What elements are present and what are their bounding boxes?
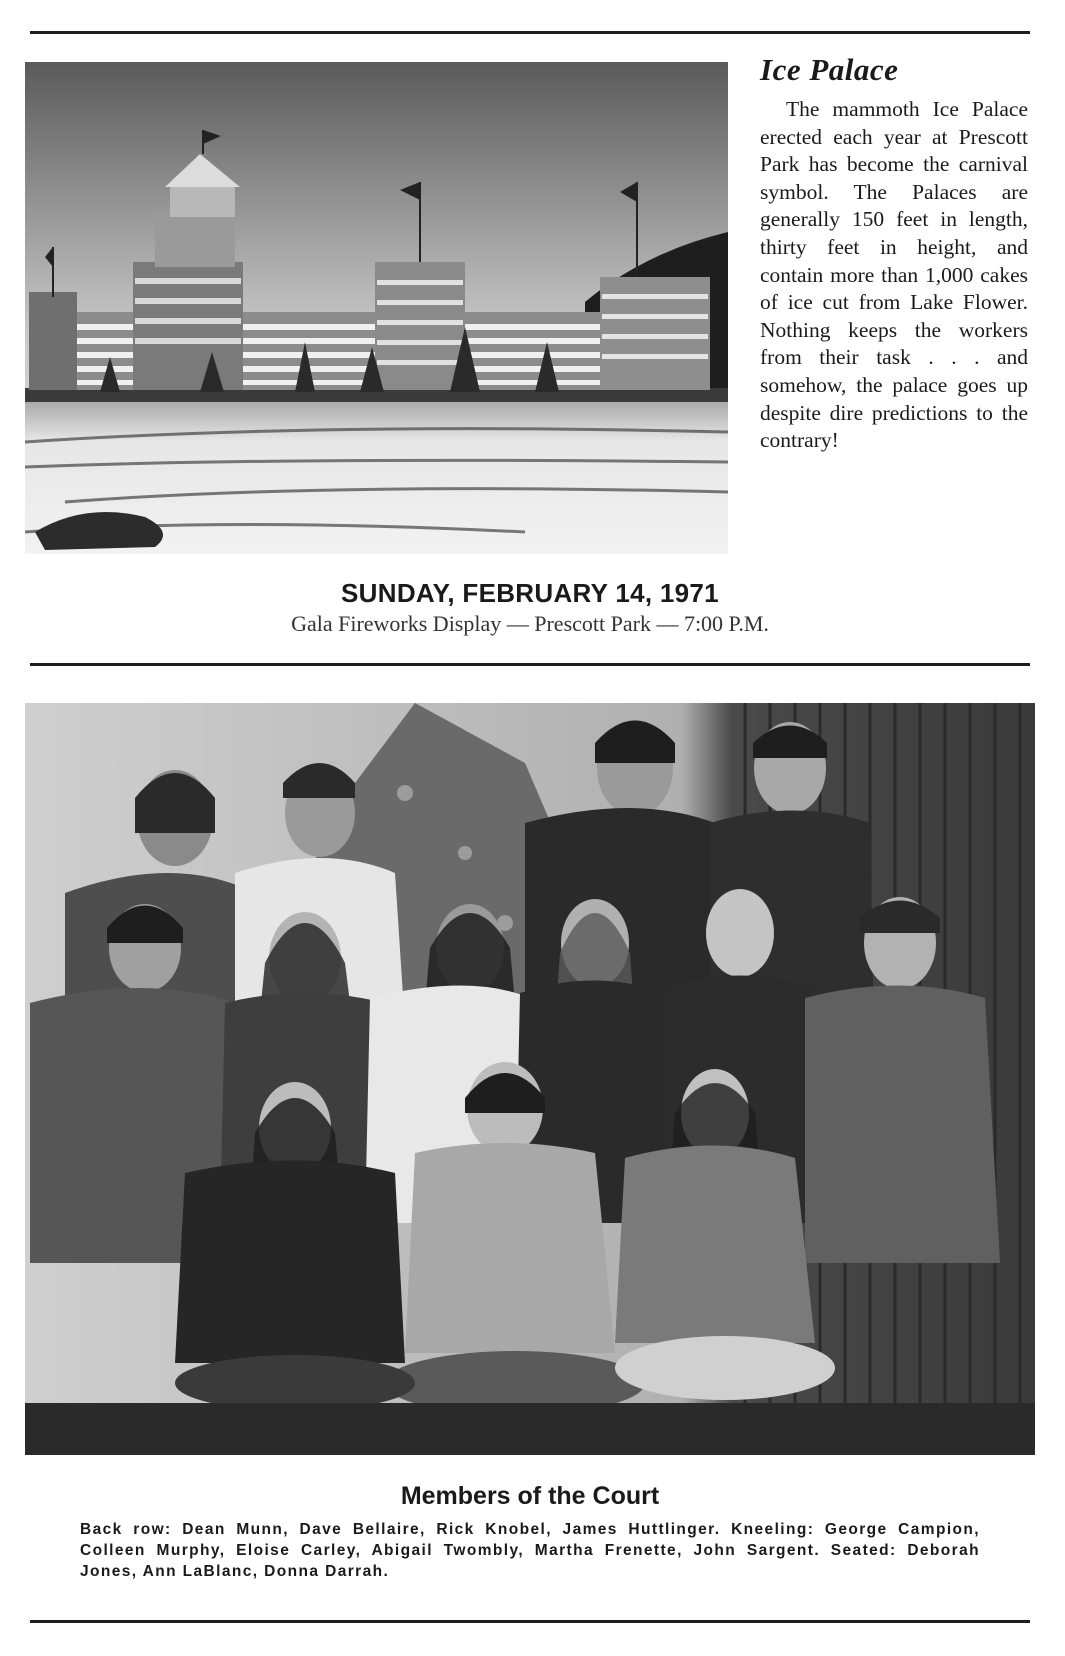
ice-palace-photo <box>25 62 728 554</box>
event-date: SUNDAY, FEBRUARY 14, 1971 <box>341 578 719 608</box>
court-group-photo <box>25 703 1035 1455</box>
event-block <box>30 578 1030 637</box>
middle-rule <box>30 663 1030 666</box>
article-title: Ice Palace <box>760 52 899 87</box>
court-title: Members of the Court <box>400 1482 660 1510</box>
ice-palace-article <box>760 52 1028 455</box>
article-body: The mammoth Ice Palace erected each year at Prescott Park has become the carnival symbol. The Palaces are generally 150 feet in length, thirty feet in height, and contain more than 1,000 cakes of ice cut from Lake Flower. Nothing keeps the workers from their task . . . and somehow, the palace goes up despite dire predictions to the contrary! <box>760 97 1028 453</box>
top-rule <box>30 31 1030 34</box>
bottom-rule <box>30 1620 1030 1623</box>
court-names: Back row: Dean Munn, Dave Bellaire, Rick Knobel, James Huttlinger. Kneeling: George Campion, Colleen Murphy, Eloise Carley, Abigail Twombly, Martha Frenette, John Sargent. Seated: Deborah Jones, Ann LaBlanc, Donna Darrah. <box>80 1521 980 1580</box>
court-caption <box>80 1482 980 1582</box>
event-detail: Gala Fireworks Display — Prescott Park — 7:00 P.M. <box>291 611 769 636</box>
